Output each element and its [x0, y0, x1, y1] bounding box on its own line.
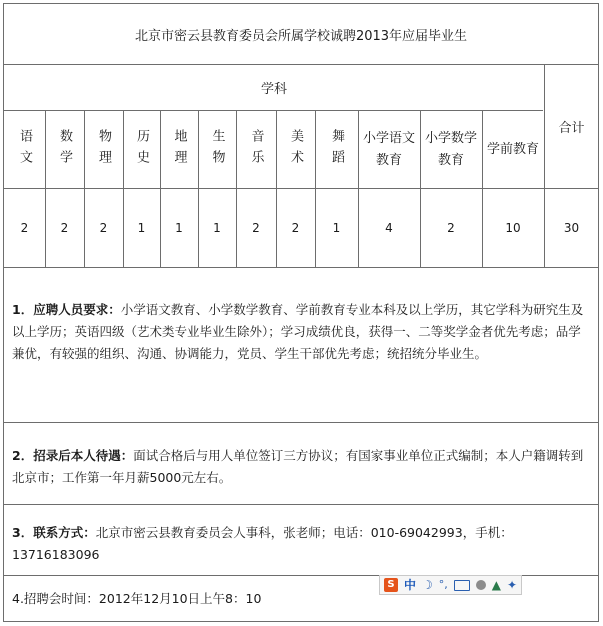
total-count-value: 30	[563, 221, 580, 235]
subject-count-value: 1	[332, 221, 341, 235]
subject-name: 小学语文教育	[362, 130, 415, 168]
subject-header	[420, 111, 482, 188]
divider	[4, 422, 598, 423]
subject-header	[358, 111, 420, 188]
subject-name: 历史	[134, 128, 149, 171]
requirements-section	[12, 299, 590, 365]
subject-count-value: 4	[385, 221, 393, 235]
subject-name: 音乐	[248, 128, 264, 171]
divider	[4, 267, 598, 268]
subject-header	[198, 111, 236, 188]
subject-count	[420, 189, 482, 267]
subject-header	[45, 111, 84, 188]
requirements-label: 1．应聘人员要求：	[12, 302, 121, 317]
contact-section	[12, 522, 590, 566]
subject-count	[160, 189, 198, 267]
subject-name: 数学	[57, 128, 72, 171]
user-icon[interactable]	[476, 580, 486, 590]
subject-count-value: 2	[447, 221, 455, 235]
column-divider	[45, 110, 46, 267]
recruitment-table	[3, 3, 599, 622]
subject-count-value: 2	[252, 221, 260, 235]
subject-count	[358, 189, 420, 267]
subject-count	[236, 189, 276, 267]
contact-label: 3．联系方式：	[12, 525, 96, 540]
subject-name: 舞蹈	[329, 128, 344, 171]
column-divider	[160, 110, 161, 267]
keyboard-icon[interactable]	[454, 580, 470, 591]
page-title-text: 北京市密云县教育委员会所属学校诚聘2013年应届毕业生	[134, 28, 468, 44]
subject-count-value: 2	[291, 221, 300, 235]
column-divider	[236, 110, 237, 267]
divider	[4, 504, 598, 505]
subject-name: 小学数学教育	[424, 130, 477, 168]
subject-count-value: 10	[505, 221, 521, 235]
benefits-section	[12, 445, 590, 489]
column-divider	[84, 110, 85, 267]
punctuation-icon[interactable]: °,	[438, 578, 448, 591]
column-divider	[420, 110, 421, 267]
benefits-label: 2．招录后本人待遇：	[12, 448, 134, 463]
subject-count	[315, 189, 358, 267]
column-divider	[198, 110, 199, 267]
subject-count	[84, 189, 123, 267]
subject-count	[276, 189, 315, 267]
sogou-logo-icon[interactable]: S	[384, 578, 398, 592]
subject-header	[276, 111, 315, 188]
subject-name: 物理	[96, 128, 111, 171]
column-divider	[482, 110, 483, 267]
subject-count	[123, 189, 160, 267]
total-count	[545, 189, 598, 267]
subject-header	[236, 111, 276, 188]
subject-count-value: 2	[60, 221, 69, 235]
wrench-icon[interactable]: ✦	[507, 578, 518, 592]
subject-count	[4, 189, 45, 267]
column-divider	[315, 110, 316, 267]
contact-text: 北京市密云县教育委员会人事科，张老师；电话：010-69042993，手机：13716183096	[12, 525, 513, 562]
benefits-text: 面试合格后与用人单位签订三方协议；有国家事业单位正式编制；本人户籍调转到北京市；工作第一年月薪5000元左右。	[12, 448, 584, 485]
subject-count-value: 1	[137, 221, 146, 235]
group-header-text: 学科	[260, 82, 287, 97]
total-header	[545, 65, 598, 188]
subject-header	[123, 111, 160, 188]
subject-name: 地理	[171, 128, 187, 171]
subject-count-value: 1	[213, 221, 221, 235]
subject-count-value: 2	[20, 221, 29, 235]
subject-name: 美术	[288, 128, 303, 171]
column-divider	[276, 110, 277, 267]
subject-count	[45, 189, 84, 267]
half-width-icon[interactable]: ☽	[422, 578, 433, 592]
subject-count	[482, 189, 544, 267]
job-fair-text: 4.招聘会时间：2012年12月10日上午8：10	[12, 591, 262, 606]
subject-header	[84, 111, 123, 188]
column-divider	[358, 110, 359, 267]
page-title	[4, 4, 598, 64]
chinese-mode-toggle[interactable]: 中	[404, 578, 417, 592]
subject-header	[482, 111, 544, 188]
shirt-icon[interactable]: ▲	[491, 578, 502, 592]
subject-name: 生物	[209, 128, 225, 171]
subject-count	[198, 189, 236, 267]
subject-header	[160, 111, 198, 188]
total-header-text: 合计	[558, 121, 585, 136]
subject-header	[315, 111, 358, 188]
requirements-text: 小学语文教育、小学数学教育、学前教育专业本科及以上学历，其它学科为研究生及以上学历；英语四级（艺术类专业毕业生除外）；学习成绩优良，获得一、二等奖学金者优先考虑；品学兼优，有较强的组织、沟通、协调能力，党员、学生干部优先考虑；统招统分毕业生。	[12, 302, 584, 361]
subject-count-value: 1	[175, 221, 183, 235]
subject-count-value: 2	[99, 221, 108, 235]
subject-name: 语文	[17, 128, 32, 171]
group-header	[4, 65, 544, 110]
subject-name: 学前教育	[486, 141, 539, 157]
subject-header	[4, 111, 45, 188]
ime-toolbar[interactable]	[379, 575, 522, 595]
column-divider	[123, 110, 124, 267]
